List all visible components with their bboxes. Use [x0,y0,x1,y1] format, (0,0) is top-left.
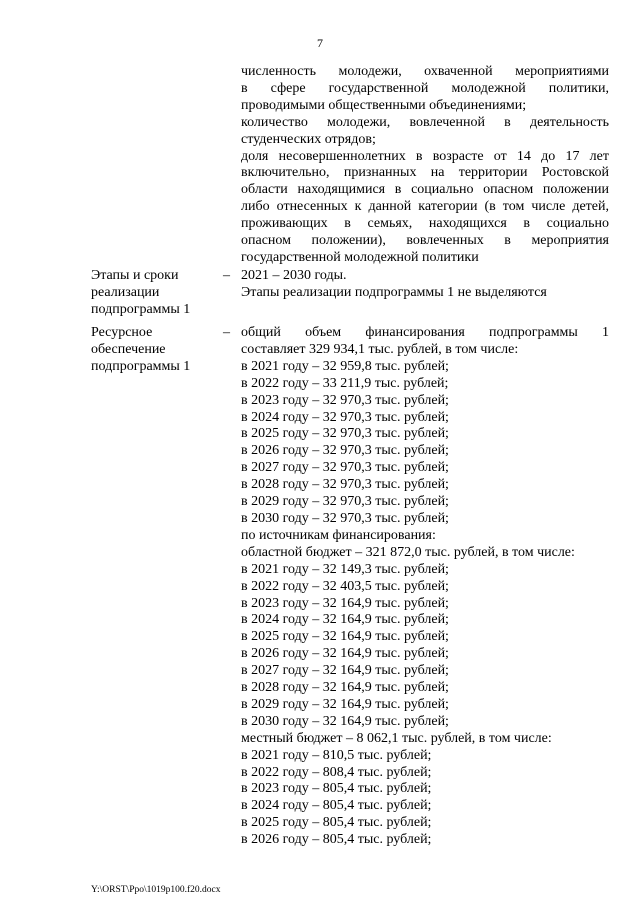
text-line: студенческих отрядов; [241,131,376,147]
resources-dash: – [223,325,230,340]
stages-label [91,268,221,319]
label-line: Ресурсное [91,325,153,340]
text-line: в 2025 году – 32 164,9 тыс. рублей; [241,629,449,645]
text-line: в 2023 году – 32 164,9 тыс. рублей; [241,595,449,611]
text-line: Этапы реализации подпрограммы 1 не выделяются [241,284,547,300]
text-line: в 2026 году – 32 970,3 тыс. рублей; [241,443,449,459]
text-line: в 2024 году – 32 164,9 тыс. рублей; [241,612,449,628]
text-line: в 2030 году – 32 164,9 тыс. рублей; [241,713,449,729]
text-line: в 2022 году – 808,4 тыс. рублей; [241,764,432,780]
text-line: общий объем финансирования подпрограммы 1 [241,325,609,340]
text-line: опасном положении), вовлеченных в мероприятия [241,233,609,249]
text-line: включительно, признанных на территории Ростовской [241,165,609,181]
label-line: подпрограммы 1 [91,301,191,317]
text-line: в 2024 году – 805,4 тыс. рублей; [241,798,432,814]
text-line: в 2022 году – 33 211,9 тыс. рублей; [241,375,449,391]
text-line: по источникам финансирования: [241,527,436,543]
text-line: 2021 – 2030 годы. [241,268,347,283]
text-line: в 2026 году – 32 164,9 тыс. рублей; [241,646,449,662]
text-line: в 2027 году – 32 164,9 тыс. рублей; [241,663,449,679]
label-line: обеспечение [91,341,166,357]
intro-text [241,64,609,267]
text-line: количество молодежи, вовлеченной в деятельность [241,114,609,130]
text-line: в 2030 году – 32 970,3 тыс. рублей; [241,510,449,526]
resources-content [241,325,609,849]
resources-label [91,325,221,376]
stages-dash: – [223,268,230,283]
text-line: в 2023 году – 32 970,3 тыс. рублей; [241,392,449,408]
label-line: Этапы и сроки [91,268,179,283]
text-line: численность молодежи, охваченной мероприятиями [241,64,609,79]
text-line: проживающих в семьях, находящихся в социально [241,216,609,232]
text-line: проводимыми общественными объединениями; [241,97,527,113]
text-line: в 2027 году – 32 970,3 тыс. рублей; [241,460,449,476]
text-line: в 2028 году – 32 970,3 тыс. рублей; [241,477,449,493]
text-line: доля несовершеннолетних в возрасте от 14 до 17 лет [241,148,609,164]
label-line: реализации [91,284,160,300]
text-line: государственной молодежной политики [241,249,479,265]
text-line: либо отнесенных к данной категории (в том числе детей, [241,199,609,215]
text-line: в 2028 году – 32 164,9 тыс. рублей; [241,680,449,696]
label-line: подпрограммы 1 [91,358,191,374]
page-number: 7 [317,36,323,50]
text-line: в 2025 году – 805,4 тыс. рублей; [241,815,432,831]
text-line: в 2021 году – 810,5 тыс. рублей; [241,747,432,763]
text-line: областной бюджет – 321 872,0 тыс. рублей, в том числе: [241,544,575,560]
text-line: составляет 329 934,1 тыс. рублей, в том числе: [241,341,519,357]
text-line: в 2023 году – 805,4 тыс. рублей; [241,781,432,797]
text-line: в 2026 году – 805,4 тыс. рублей; [241,832,432,848]
stages-content [241,268,609,302]
text-line: в 2029 году – 32 164,9 тыс. рублей; [241,696,449,712]
text-line: в 2025 году – 32 970,3 тыс. рублей; [241,426,449,442]
text-line: в 2024 году – 32 970,3 тыс. рублей; [241,409,449,425]
text-line: местный бюджет – 8 062,1 тыс. рублей, в том числе: [241,730,552,746]
text-line: в 2029 году – 32 970,3 тыс. рублей; [241,494,449,510]
text-line: в 2022 году – 32 403,5 тыс. рублей; [241,578,449,594]
text-line: в 2021 году – 32 149,3 тыс. рублей; [241,561,449,577]
text-line: области находящимися в социально опасном положении [241,182,609,198]
text-line: в 2021 году – 32 959,8 тыс. рублей; [241,358,449,374]
footer-file-path: Y:\ORST\Ppo\1019p100.f20.docx [91,885,221,895]
text-line: в сфере государственной молодежной политики, [241,80,609,96]
